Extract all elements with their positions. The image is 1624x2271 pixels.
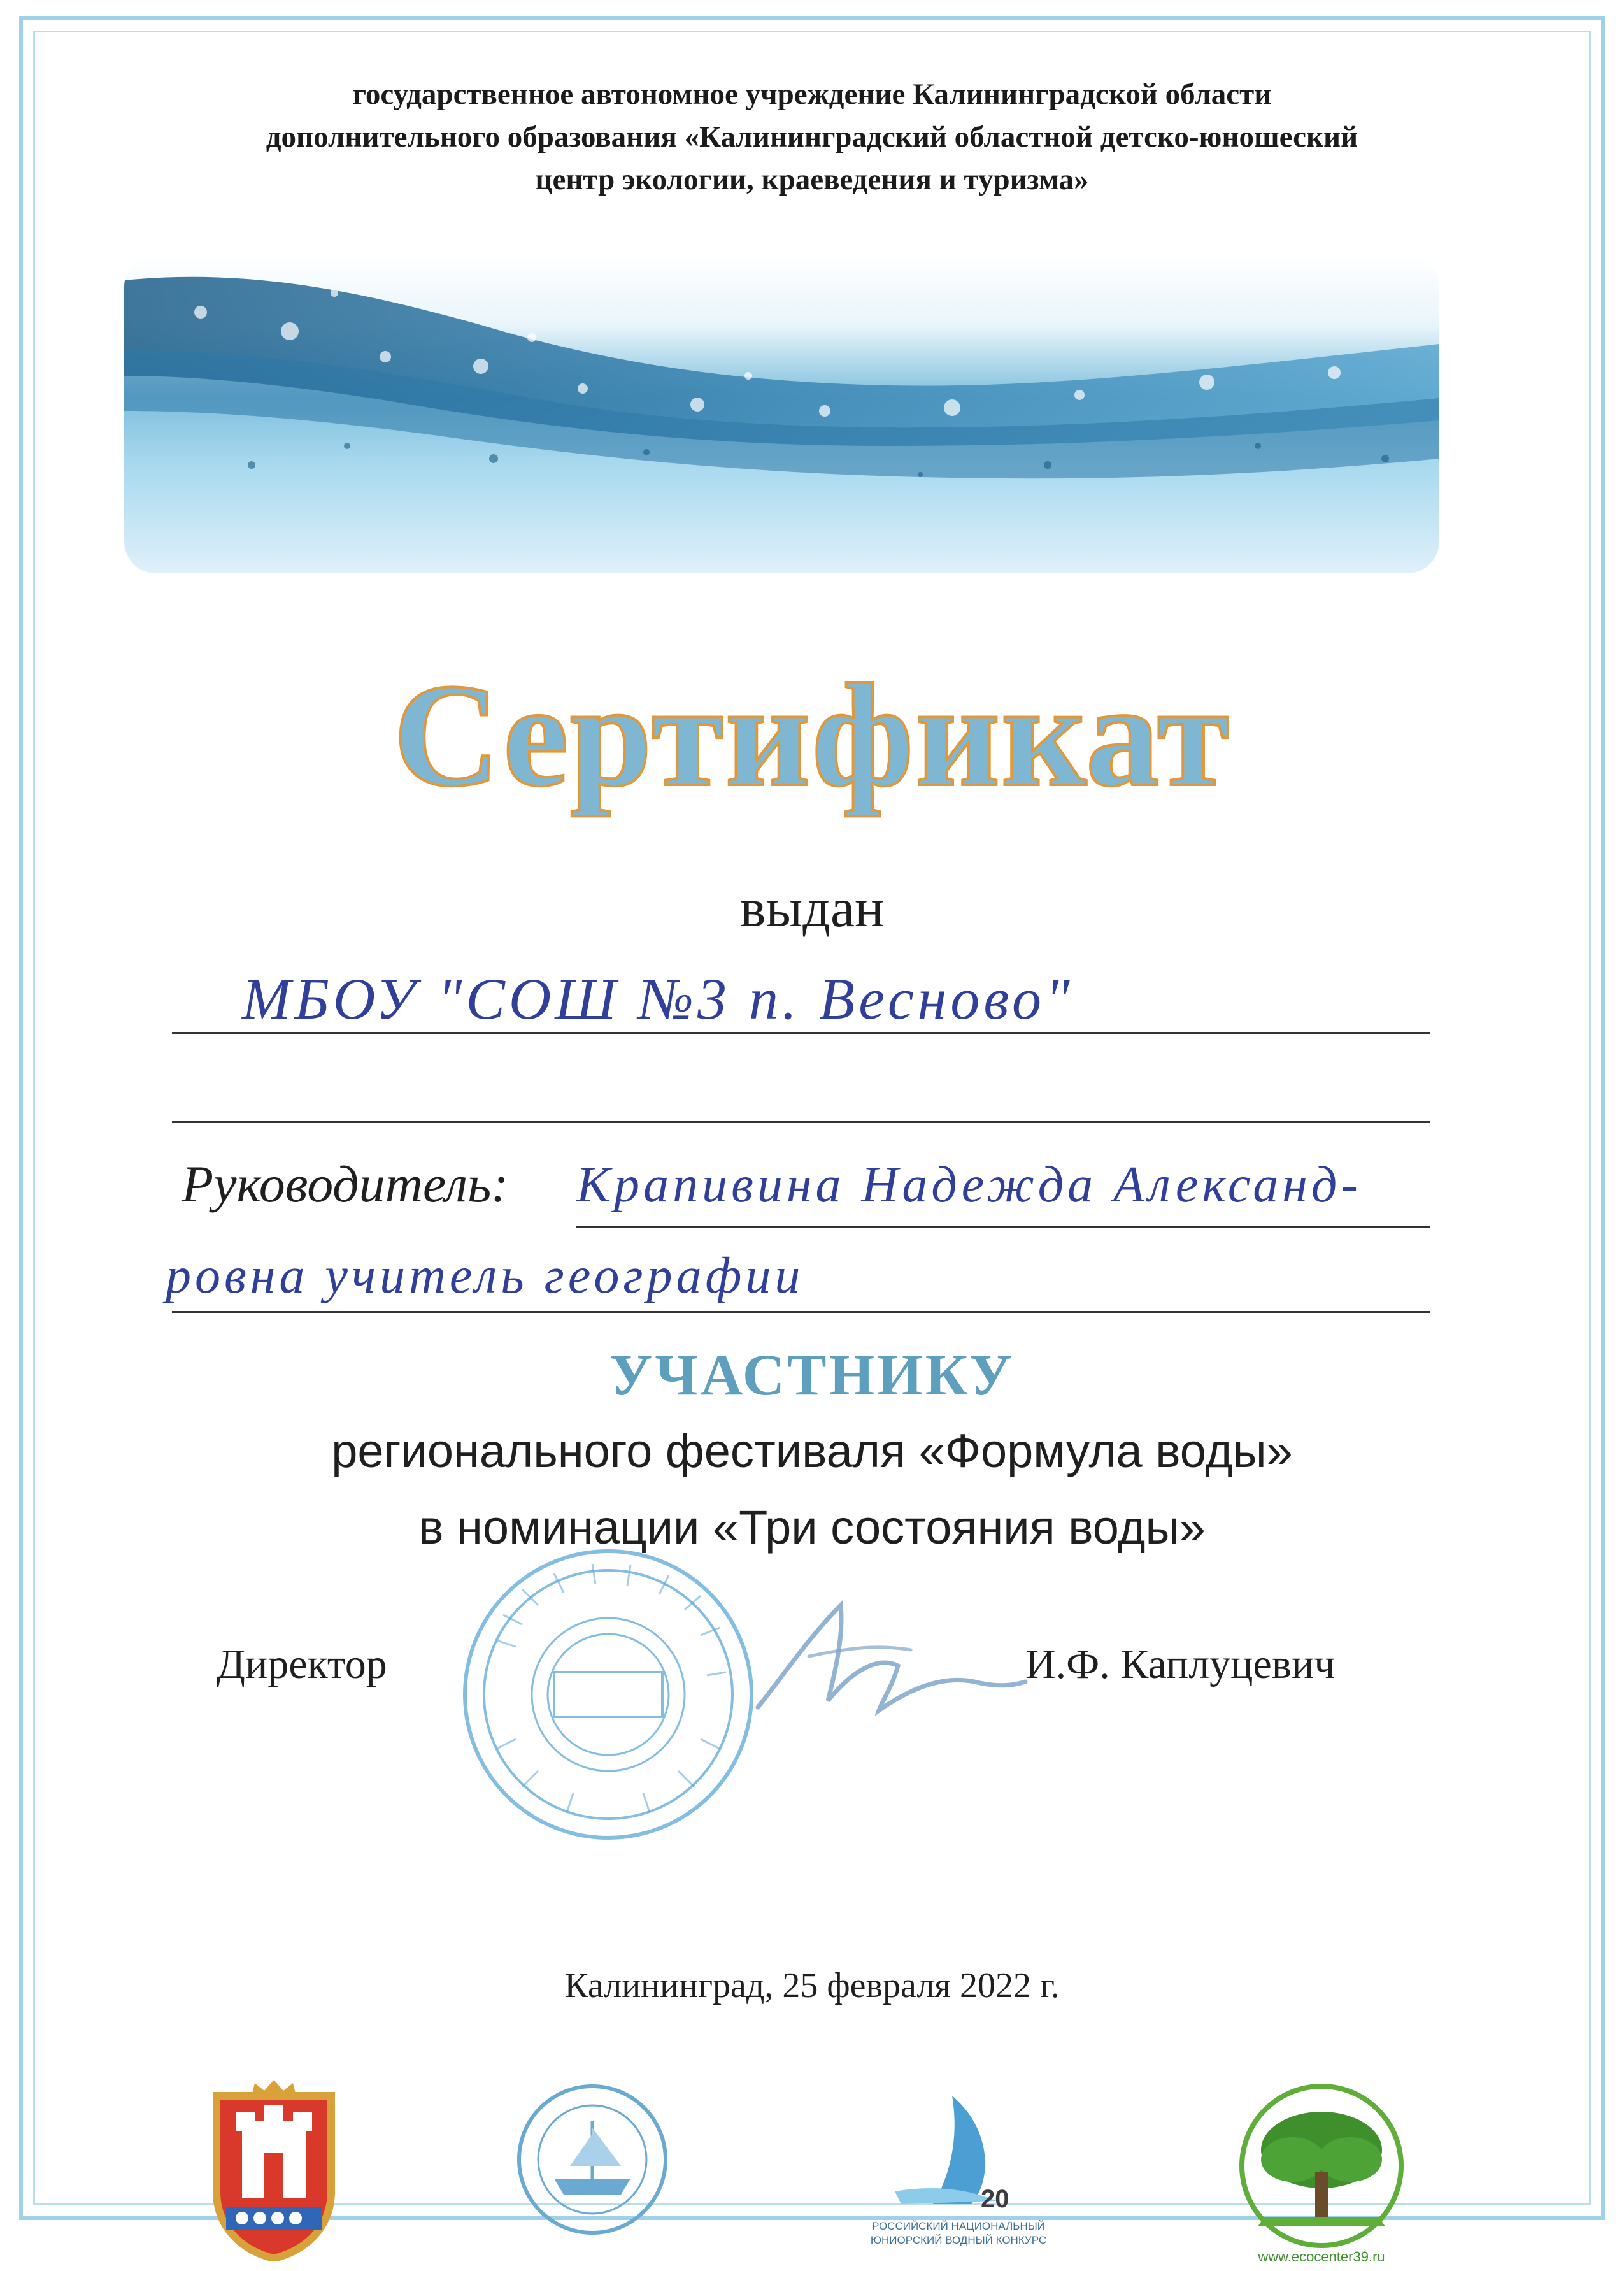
recipient-handwritten: МБОУ "СОШ №3 п. Весново" bbox=[242, 966, 1074, 1031]
issued-label: выдан bbox=[739, 877, 885, 938]
organization-line-2: дополнительного образования «Калининградский областной детско-юношеский bbox=[266, 120, 1358, 154]
leader-line-1 bbox=[576, 1226, 1430, 1228]
director-name: И.Ф. Каплуцевич bbox=[1025, 1641, 1336, 1687]
leader-handwritten-line-2: ровна учитель географии bbox=[166, 1248, 804, 1304]
logo3-number: 20 bbox=[981, 2185, 1009, 2213]
logo3-line-2: ЮНИОРСКИЙ ВОДНЫЙ КОНКУРС bbox=[870, 2234, 1047, 2246]
director-label: Директор bbox=[217, 1641, 387, 1687]
certificate-title: Сертификат bbox=[393, 654, 1231, 817]
junior-water-prize-logo bbox=[857, 2077, 1060, 2255]
water-banner-image bbox=[124, 255, 1439, 573]
organization-line-3: центр экологии, краеведения и туризма» bbox=[535, 163, 1089, 196]
leader-line-2 bbox=[172, 1311, 1430, 1313]
place-and-date: Калининград, 25 февраля 2022 г. bbox=[564, 1966, 1060, 2005]
festival-line: регионального фестиваля «Формула воды» bbox=[331, 1424, 1293, 1477]
marine-glory-museum-logo bbox=[509, 2077, 675, 2242]
ecocenter-tree-logo bbox=[1226, 2077, 1417, 2268]
nomination-line: в номинации «Три состояния воды» bbox=[418, 1501, 1206, 1554]
recipient-line-1 bbox=[172, 1032, 1430, 1034]
leader-label: Руководитель: bbox=[182, 1155, 509, 1213]
recipient-line-2 bbox=[172, 1121, 1430, 1123]
kaliningrad-coat-of-arms-logo bbox=[191, 2077, 357, 2261]
logo3-line-1: РОССИЙСКИЙ НАЦИОНАЛЬНЫЙ bbox=[872, 2220, 1045, 2232]
leader-handwritten-line-1: Крапивина Надежда Александ- bbox=[576, 1157, 1362, 1213]
logo4-url: www.ecocenter39.ru bbox=[1258, 2249, 1385, 2265]
participant-label: УЧАСТНИКУ bbox=[609, 1342, 1015, 1407]
organization-line-1: государственное автономное учреждение Калининградской области bbox=[352, 78, 1272, 111]
director-signature bbox=[732, 1580, 1038, 1745]
organization-header bbox=[96, 73, 1528, 201]
official-seal-stamp bbox=[459, 1545, 758, 1844]
